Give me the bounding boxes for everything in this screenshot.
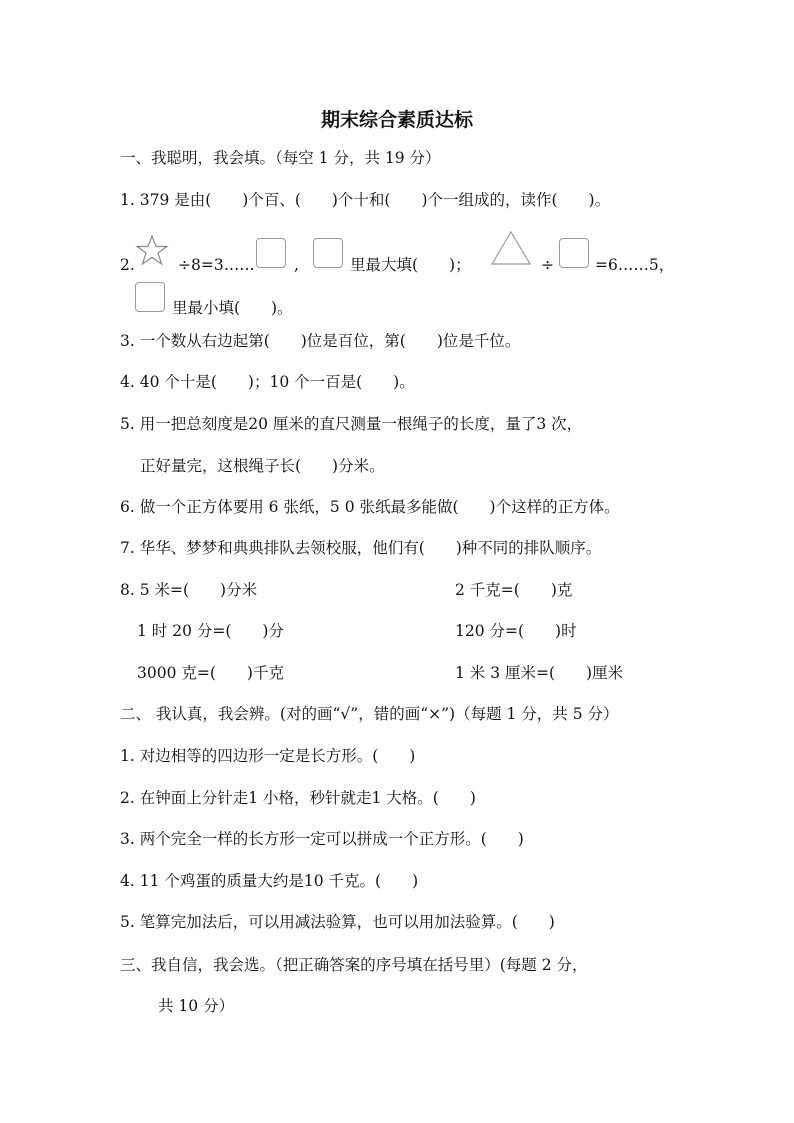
question-1-8-row-2-left: 1 时 20 分=( )分 <box>137 622 284 640</box>
question-2-4: 4. 11 个鸡蛋的质量大约是10 千克。( ) <box>120 872 419 890</box>
question-1-2-divide: ÷ <box>541 256 554 274</box>
square-box-icon <box>135 282 165 312</box>
question-1-2-part-c: =6……5， <box>595 256 675 274</box>
triangle-icon <box>490 230 532 266</box>
question-1-2-line-2: 里最小填( )。 <box>172 299 293 317</box>
question-1-2-part-a: ÷8=3…… <box>178 256 255 274</box>
section-1-heading: 一、我聪明，我会填。（每空 1 分，共 19 分） <box>120 149 441 167</box>
question-1-8-row-3-right: 1 米 3 厘米=( )厘米 <box>455 664 624 682</box>
question-1-5-line-2: 正好量完，这根绳子长( )分米。 <box>140 457 385 475</box>
section-3-heading-line-2: 共 10 分） <box>158 997 235 1015</box>
star-icon <box>135 234 169 266</box>
question-2-1: 1. 对边相等的四边形一定是长方形。( ) <box>120 747 416 765</box>
page-title: 期末综合素质达标 <box>320 109 473 131</box>
question-1-8-row-3-left: 3000 克=( )千克 <box>137 664 284 682</box>
question-2-3: 3. 两个完全一样的长方形一定可以拼成一个正方形。( ) <box>120 830 524 848</box>
question-1-7: 7. 华华、梦梦和典典排队去领校服，他们有( )种不同的排队顺序。 <box>120 539 602 557</box>
question-1-8-row-1-left: 8. 5 米=( )分米 <box>120 581 258 599</box>
question-2-5: 5. 笔算完加法后，可以用减法验算，也可以用加法验算。( ) <box>120 913 555 931</box>
section-3-heading-line-1: 三、我自信，我会选。（把正确答案的序号填在括号里）(每题 2 分， <box>120 956 588 974</box>
section-2-heading: 二、 我认真，我会辨。(对的画“√”，错的画“×”)（每题 1 分，共 5 分） <box>120 705 619 723</box>
question-1-1: 1. 379 是由( )个百、( )个十和( )个一组成的，读作( )。 <box>120 191 611 209</box>
question-1-2-part-b: 里最大填( )； <box>350 256 471 274</box>
question-2-2: 2. 在钟面上分针走1 小格，秒针就走1 大格。( ) <box>120 789 476 807</box>
question-1-2-comma: , <box>294 256 299 274</box>
question-1-3: 3. 一个数从右边起第( )位是百位，第( )位是千位。 <box>120 332 521 350</box>
square-box-icon <box>256 238 286 268</box>
square-box-icon <box>313 238 343 268</box>
question-1-4: 4. 40 个十是( )；10 个一百是( )。 <box>120 373 415 391</box>
question-1-5-line-1: 5. 用一把总刻度是20 厘米的直尺测量一根绳子的长度，量了3 次， <box>120 415 583 433</box>
square-box-icon <box>559 238 589 268</box>
question-1-2-number: 2. <box>120 256 135 274</box>
question-1-8-row-1-right: 2 千克=( )克 <box>455 581 573 599</box>
question-1-8-row-2-right: 120 分=( )时 <box>455 622 577 640</box>
question-1-6: 6. 做一个正方体要用 6 张纸，5 0 张纸最多能做( )个这样的正方体。 <box>120 498 620 516</box>
